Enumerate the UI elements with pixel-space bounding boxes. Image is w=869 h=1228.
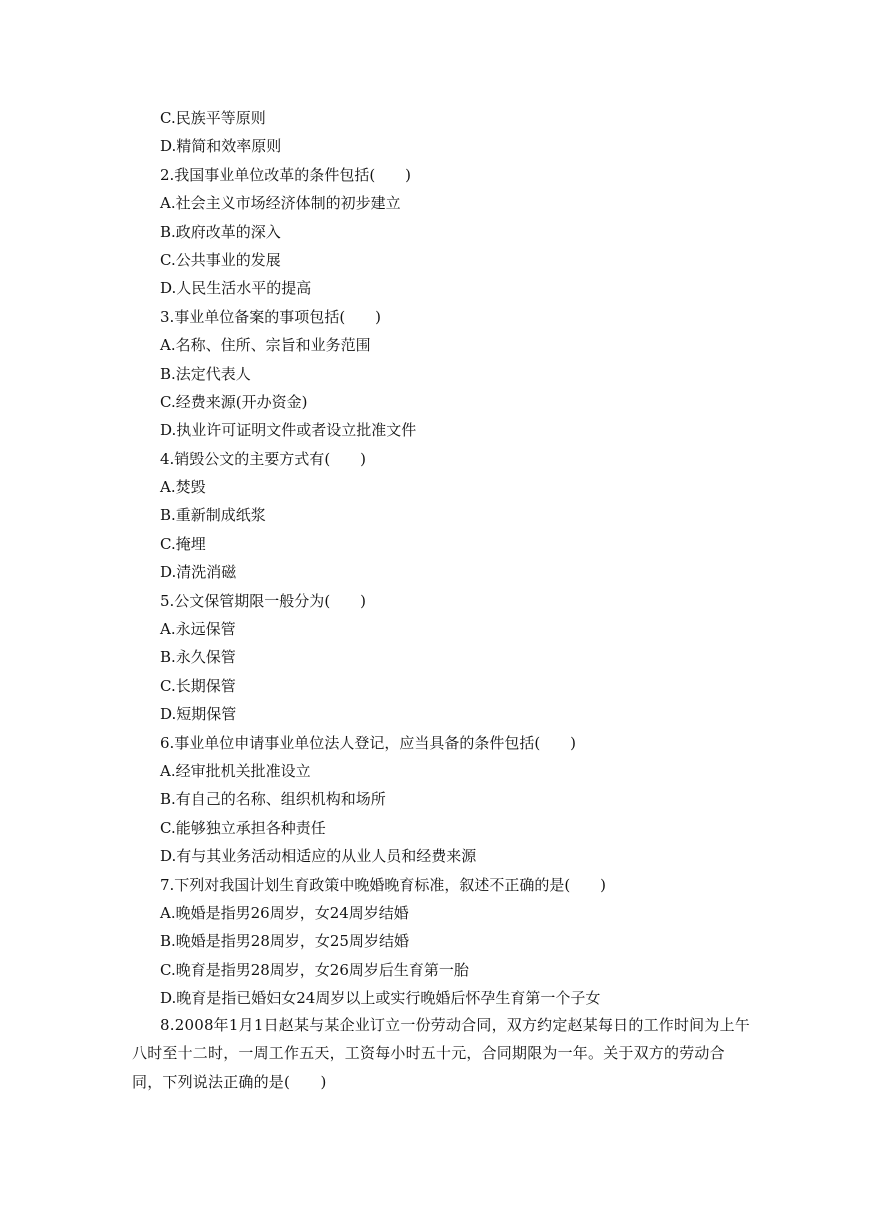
option-line: C.掩埋 [160, 534, 206, 553]
option-line: C.晚育是指男28周岁，女26周岁后生育第一胎 [160, 960, 469, 979]
option-line: C.经费来源(开办资金) [160, 392, 308, 411]
option-line: B.永久保管 [160, 648, 236, 667]
option-line: C.民族平等原则 [160, 109, 266, 127]
option-line: A.名称、住所、宗旨和业务范围 [160, 336, 371, 355]
option-line: B.政府改革的深入 [160, 222, 281, 241]
question-line: 6.事业单位申请事业单位法人登记，应当具备的条件包括( ) [160, 733, 577, 752]
option-line: D.精简和效率原则 [160, 137, 282, 156]
question-8-paragraph: 8.2008年1月1日赵某与某企业订立一份劳动合同，双方约定赵某每日的工作时间为上午八时至十二时，一周工作五天，工资每小时五十元，合同期限为一年。关于双方的劳动合同，下列说法正确的是( ) [132, 1016, 750, 1091]
option-line: D.短期保管 [160, 705, 237, 724]
option-line: D.执业许可证明文件或者设立批准文件 [160, 421, 417, 440]
option-line: A.永远保管 [160, 620, 236, 639]
question-line: 2.我国事业单位改革的条件包括( ) [160, 165, 412, 184]
option-line: B.重新制成纸浆 [160, 506, 266, 525]
question-line: 7.下列对我国计划生育政策中晚婚晚育标准，叙述不正确的是( ) [160, 875, 607, 894]
option-line: C.公共事业的发展 [160, 250, 281, 269]
option-line: D.有与其业务活动相适应的从业人员和经费来源 [160, 847, 477, 866]
option-line: B.晚婚是指男28周岁，女25周岁结婚 [160, 932, 409, 951]
question-line: 4.销毁公文的主要方式有( ) [160, 449, 367, 468]
question-line: 3.事业单位备案的事项包括( ) [160, 307, 382, 326]
option-line: C.能够独立承担各种责任 [160, 818, 326, 837]
option-line: B.有自己的名称、组织机构和场所 [160, 790, 386, 809]
option-line: A.焚毁 [160, 478, 206, 497]
option-line: D.清洗消磁 [160, 563, 237, 582]
question-line: 5.公文保管期限一般分为( ) [160, 591, 367, 610]
option-line: D.人民生活水平的提高 [160, 279, 312, 298]
option-line: A.晚婚是指男26周岁，女24周岁结婚 [160, 903, 409, 922]
question-list [132, 104, 752, 1013]
option-line: C.长期保管 [160, 676, 236, 695]
option-line: D.晚育是指已婚妇女24周岁以上或实行晚婚后怀孕生育第一个子女 [160, 989, 601, 1008]
option-line: A.经审批机关批准设立 [160, 761, 311, 780]
option-line: B.法定代表人 [160, 364, 251, 383]
option-line: A.社会主义市场经济体制的初步建立 [160, 194, 401, 213]
